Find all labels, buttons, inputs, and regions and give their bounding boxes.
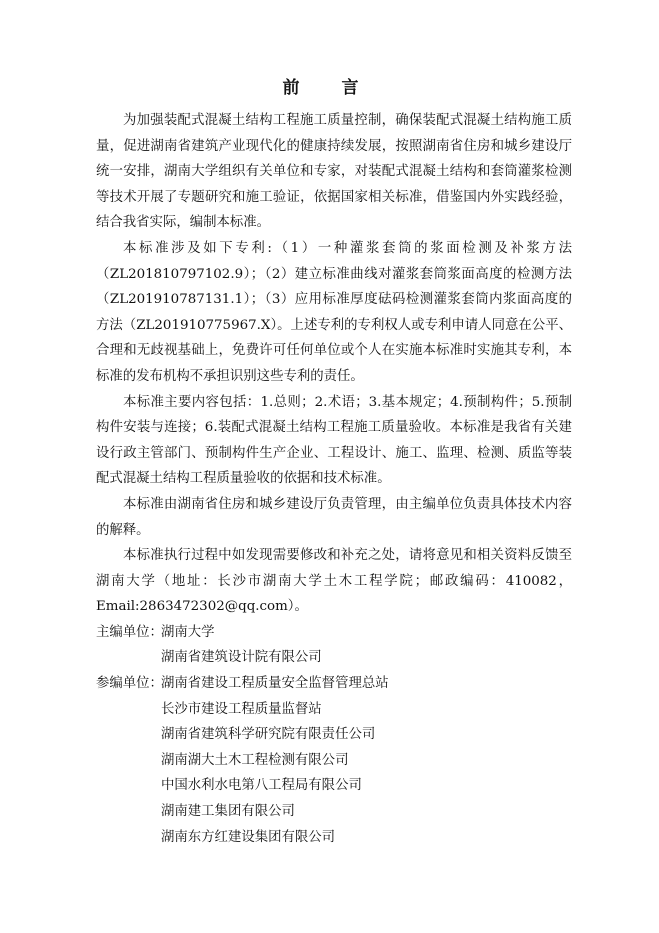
unit-label-spacer — [96, 773, 161, 799]
participant-unit: 湖南省建筑科学研究院有限责任公司 — [161, 727, 376, 743]
participant-unit: 湖南东方红建设集团有限公司 — [161, 829, 336, 845]
participant-units — [96, 671, 572, 850]
participant-unit: 湖南省建设工程质量安全监督管理总站 — [161, 676, 389, 692]
participant-unit: 湖南湖大土木工程检测有限公司 — [161, 752, 349, 768]
paragraph-feedback: 本标准执行过程中如发现需要修改和补充之处，请将意见和相关资料反馈至湖南大学（地址：长沙市湖南大学土木工程学院；邮政编码：410082，Email:2863472302@qq.com）。 — [96, 548, 572, 615]
participant-unit: 中国水利水电第八工程局有限公司 — [161, 778, 362, 794]
unit-row — [96, 645, 572, 671]
chief-editor-label: 主编单位： — [96, 624, 163, 640]
chief-editor-unit: 湖南大学 — [161, 624, 215, 640]
paragraph-purpose: 为加强装配式混凝土结构工程施工质量控制，确保装配式混凝土结构施工质量，促进湖南省建筑产业现代化的健康持续发展，按照湖南省住房和城乡建设厅统一安排，湖南大学组织有关单位和专家，对装配式混凝土结构和套筒灌浆检测等技术开展了专题研究和施工验证，依据国家相关标准，借鉴国内外实践经验，结合我省实际，编制本标准。 — [96, 113, 572, 231]
unit-row — [96, 722, 572, 748]
participant-unit: 长沙市建设工程质量监督站 — [161, 701, 322, 717]
unit-row — [96, 671, 572, 697]
unit-label-spacer — [96, 697, 161, 723]
paragraph-patents: 本标准涉及如下专利:（1）一种灌浆套筒的浆面检测及补浆方法（ZL201810797102.9）；（2）建立标准曲线对灌浆套筒浆面高度的检测方法（ZL201910787131.1）；（3）应用标准厚度砝码检测灌浆套筒内浆面高度的方法（ZL201910775967.X）。上述专利的专利权人或专利申请人同意在公平、合理和无歧视基础上，免费许可任何单位或个人在实施本标准时实施其专利，本标准的发布机构不承担识别这些专利的责任。 — [96, 240, 572, 384]
chief-editor-units — [96, 620, 572, 671]
unit-row — [96, 799, 572, 825]
page-title: 前 言 — [282, 78, 377, 98]
unit-row — [96, 748, 572, 774]
unit-label-spacer — [96, 825, 161, 851]
unit-row — [96, 697, 572, 723]
unit-label-spacer — [96, 799, 161, 825]
paragraph-contents: 本标准主要内容包括：1.总则；2.术语；3.基本规定；4.预制构件；5.预制构件安装与连接；6.装配式混凝土结构工程施工质量验收。本标准是我省有关建设行政主管部门、预制构件生产企业、工程设计、施工、监理、检测、质监等装配式混凝土结构工程质量验收的依据和技术标准。 — [96, 394, 572, 487]
document-body — [96, 108, 572, 850]
chief-editor-unit: 湖南省建筑设计院有限公司 — [161, 650, 322, 666]
paragraph-management: 本标准由湖南省住房和城乡建设厅负责管理，由主编单位负责具体技术内容的解释。 — [96, 496, 572, 538]
participant-unit: 湖南建工集团有限公司 — [161, 804, 295, 820]
unit-label-spacer — [96, 748, 161, 774]
unit-label-spacer — [96, 645, 161, 671]
unit-label-spacer — [96, 722, 161, 748]
participants-label: 参编单位： — [96, 676, 163, 692]
unit-row — [96, 773, 572, 799]
unit-row — [96, 620, 572, 646]
unit-row — [96, 825, 572, 851]
